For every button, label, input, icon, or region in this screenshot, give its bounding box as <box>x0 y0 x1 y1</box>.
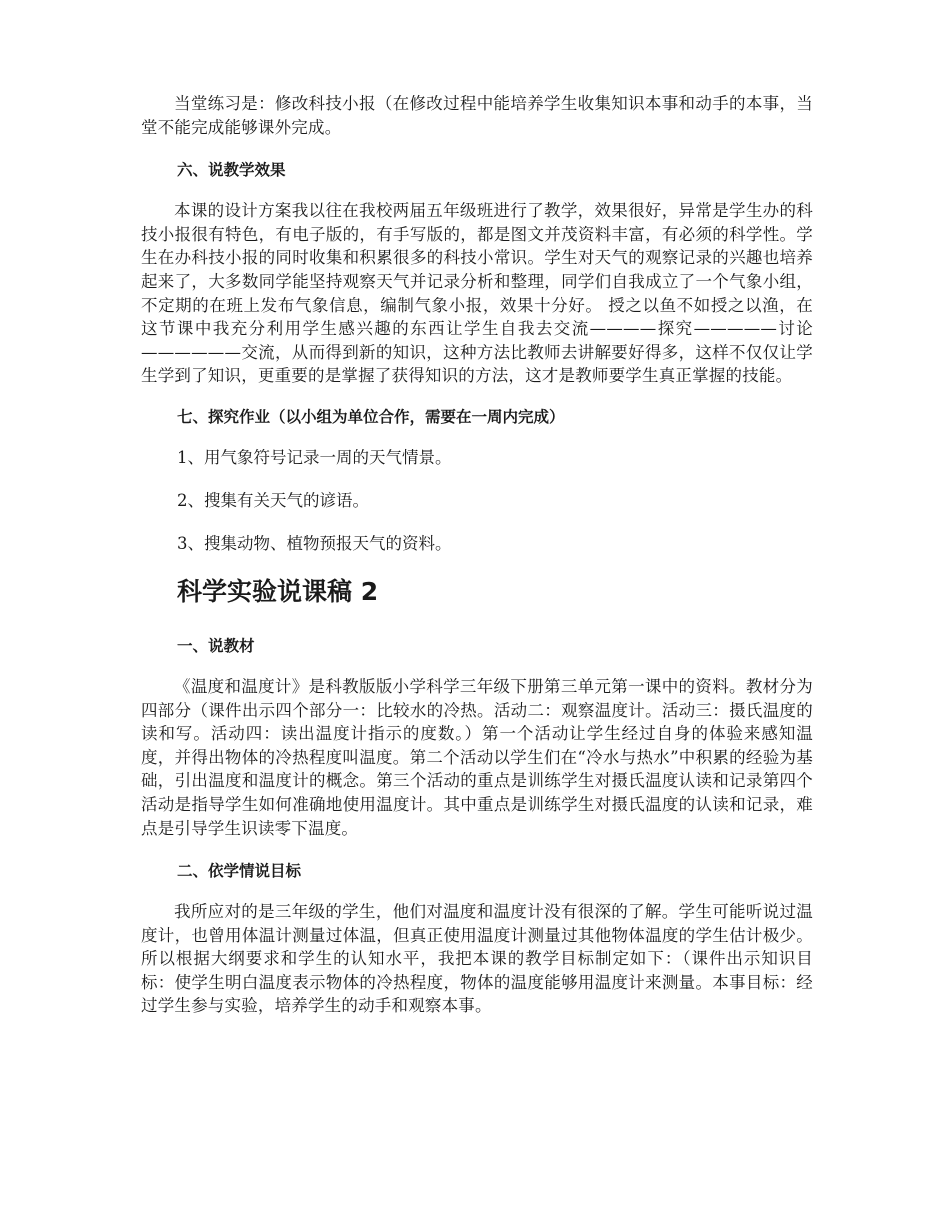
heading-textbook: 一、说教材 <box>177 636 255 655</box>
section-title: 科学实验说课稿 2 <box>177 576 379 606</box>
homework-item: 3、搜集动物、植物预报天气的资料。 <box>177 533 452 553</box>
document-page <box>141 92 813 1018</box>
homework-item: 2、搜集有关天气的谚语。 <box>177 490 369 510</box>
goals-paragraph: 我所应对的是三年级的学生，他们对温度和温度计没有很深的了解。学生可能听说过温度计，也曾用体温计测量过体温，但真正使用温度计测量过其他物体温度的学生估计极少。所以根据大纲要求和学生的认知水平，我把本课的教学目标制定如下：（课件出示知识目标：使学生明白温度表示物体的冷热程度，物体的温度能够用温度计来测量。本事目标：经过学生参与实验，培养学生的动手和观察本事。 <box>141 902 813 1016</box>
heading-teaching-effect: 六、说教学效果 <box>177 161 286 180</box>
heading-homework: 七、探究作业（以小组为单位合作，需要在一周内完成） <box>177 407 565 426</box>
textbook-paragraph: 《温度和温度计》是科教版版小学科学三年级下册第三单元第一课中的资料。教材分为四部分（课件出示四个部分一：比较水的冷热。活动二：观察温度计。活动三：摄氏温度的读和写。活动四：读出温度计指示的度数。）第一个活动让学生经过自身的体验来感知温度，并得出物体的冷热程度叫温度。第二个活动以学生们在“冷水与热水”中积累的经验为基础，引出温度和温度计的概念。第三个活动的重点是训练学生对摄氏温度认读和记录第四个活动是指导学生如何准确地使用温度计。其中重点是训练学生对摄氏温度的认读和记录，难点是引导学生识读零下温度。 <box>141 676 813 838</box>
heading-goals: 二、依学情说目标 <box>177 862 302 881</box>
exercise-paragraph: 当堂练习是：修改科技小报（在修改过程中能培养学生收集知识本事和动手的本事，当堂不能完成能够课外完成。 <box>141 94 813 137</box>
effect-paragraph: 本课的设计方案我以往在我校两届五年级班进行了教学，效果很好，异常是学生办的科技小报很有特色，有电子版的，有手写版的，都是图文并茂资料丰富，有必须的科学性。学生在办科技小报的同时收集和积累很多的科技小常识。学生对天气的观察记录的兴趣也培养起来了，大多数同学能坚持观察天气并记录分析和整理，同学们自我成立了一个气象小组，不定期的在班上发布气象信息，编制气象小报，效果十分好。 授之以鱼不如授之以渔，在这节课中我充分利用学生感兴趣的东西让学生自我去交流————探究—————讨论——————交流，从而得到新的知识，这种方法比教师去讲解要好得多，这样不仅仅让学生学到了知识，更重要的是掌握了获得知识的方法，这才是教师要学生真正掌握的技能。 <box>141 201 813 386</box>
homework-item: 1、用气象符号记录一周的天气情景。 <box>177 447 452 467</box>
